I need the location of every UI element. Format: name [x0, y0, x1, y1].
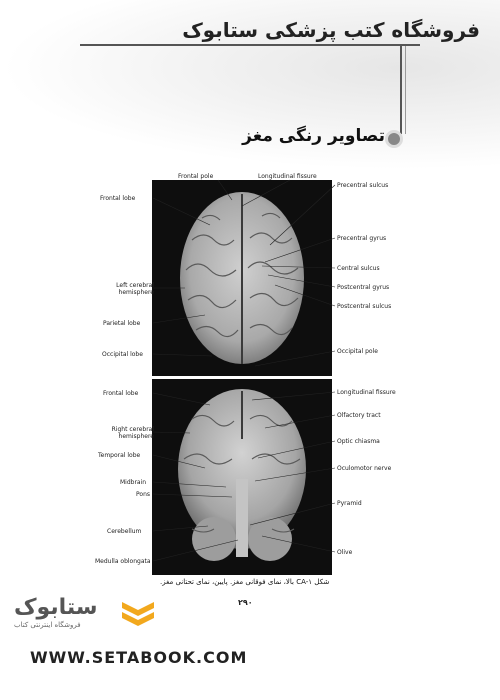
label-precentral-sulcus: Precentral sulcus	[337, 182, 389, 189]
section-title: تصاویر رنگی مغز	[242, 126, 385, 146]
label-postcentral-sulcus: Postcentral sulcus	[337, 303, 392, 310]
label-occipital-lobe: Occipital lobe	[102, 351, 143, 358]
label-olfactory-tract: Olfactory tract	[337, 412, 381, 419]
label-left-cerebral-hemisphere: Left cerebral hemisphere	[116, 282, 154, 296]
label-central-sulcus: Central sulcus	[337, 265, 380, 272]
label-parietal-lobe: Parietal lobe	[103, 320, 141, 327]
store-title: فروشگاه کتب پزشکی ستابوک	[182, 18, 480, 42]
label-frontal-lobe-bottom: Frontal lobe	[103, 390, 139, 397]
setabook-logo-icon	[120, 598, 156, 630]
label-longitudinal-fissure-bottom: Longitudinal fissure	[337, 389, 396, 396]
label-optic-chiasma: Optic chiasma	[337, 438, 380, 445]
label-oculomotor-nerve: Oculomotor nerve	[337, 465, 392, 472]
page-number: ۲۹۰	[238, 598, 253, 607]
label-medulla-oblongata: Medulla oblongata	[95, 558, 151, 565]
figure-caption: شکل CA-۱ بالا، نمای فوقانی مغز. پایین، نمای تحتانی مغز.	[160, 578, 330, 586]
label-longitudinal-fissure-top: Longitudinal fissure	[258, 173, 317, 180]
label-frontal-lobe-top: Frontal lobe	[100, 195, 136, 202]
label-cerebellum: Cerebellum	[107, 528, 142, 535]
label-pyramid: Pyramid	[337, 500, 362, 507]
label-right-cerebral-hemisphere: Right cerebral hemisphere	[111, 426, 154, 440]
logo-text: ستابوک	[14, 595, 98, 620]
label-midbrain: Midbrain	[120, 479, 147, 486]
website-url[interactable]: WWW.SETABOOK.COM	[30, 648, 248, 667]
label-temporal-lobe: Temporal lobe	[98, 452, 141, 459]
logo-subtitle: فروشگاه اینترنتی کتاب	[14, 621, 81, 629]
label-olive: Olive	[337, 549, 353, 556]
setabook-logo	[14, 595, 114, 635]
label-precentral-gyrus: Precentral gyrus	[337, 235, 387, 242]
label-occipital-pole: Occipital pole	[337, 348, 378, 355]
label-pons: Pons	[136, 491, 151, 498]
label-postcentral-gyrus: Postcentral gyrus	[337, 284, 390, 291]
label-frontal-pole: Frontal pole	[178, 173, 214, 180]
